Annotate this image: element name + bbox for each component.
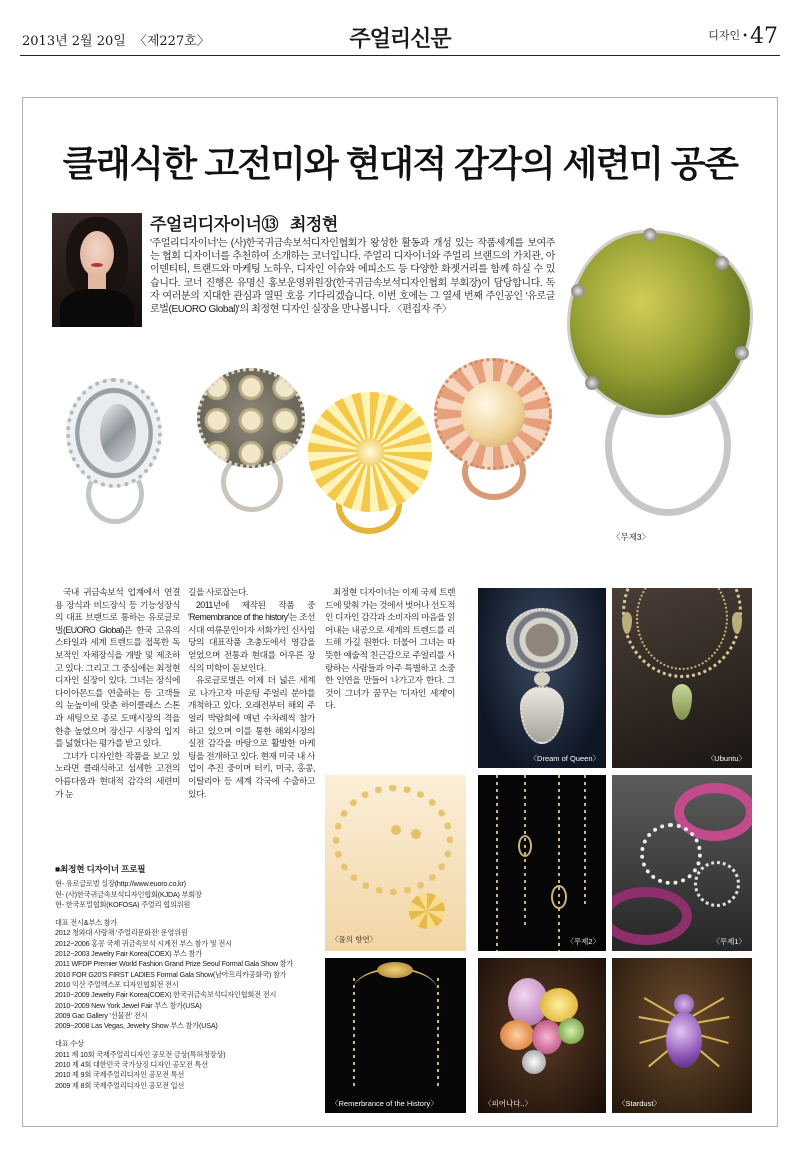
ubuntu-photo — [612, 588, 752, 768]
issue-date: 2013년 2월 20일 — [22, 34, 126, 49]
photo-caption: 〈Stardust〉 — [618, 1099, 661, 1108]
article-column-2 — [188, 586, 315, 848]
exhibition-item: 2009~2008 Las Vegas, Jewelry Show 부스 참가(USA) — [55, 1021, 218, 1031]
ring-halo — [66, 378, 162, 488]
ring-petal-head — [434, 358, 552, 470]
spider-head — [674, 994, 694, 1014]
exhibition-item: 2011 WFDP Premier World Fashion Grand Prize Seoul Formal Gala Show 참가 — [55, 959, 294, 969]
article-column-3 — [325, 586, 455, 770]
pink-bangle-photo — [612, 775, 752, 951]
portrait-clothing — [60, 289, 134, 327]
brooch-drop — [520, 686, 564, 744]
brooch-top — [506, 608, 578, 672]
exhibition-item: 2012~2003 Jewelry Fair Korea(COEX) 부스 참가 — [55, 949, 203, 959]
marquise-diamond-ring-image — [58, 378, 170, 528]
long-chain-necklace-photo — [478, 775, 606, 951]
exhibition-item: 2010~2009 New York Jewel Fair 부스 참가(USA) — [55, 1000, 202, 1010]
ring-starburst-head — [308, 392, 432, 512]
flower-ring — [409, 893, 445, 929]
header-rule — [20, 55, 780, 56]
newspaper-masthead: 주얼리신문 — [349, 26, 451, 52]
article-paragraph: 길을 사로잡는다. — [188, 587, 248, 597]
pearl-necklace-photo — [325, 775, 466, 951]
chain-strand — [584, 775, 586, 905]
profile-position: 현- (사)한국귀금속보석디자인협회(KJDA) 부회장 — [55, 889, 202, 899]
spider-body — [666, 1012, 702, 1068]
chain-ornament — [518, 835, 532, 857]
article-paragraph: 2011년에 제작된 작품 중 'Remembrance of the history'는 조선시대 여류문인이자 서화가인 신사임당의 대표작품 초충도에서 영감을 얻었으며 전통과 현대를 어우른 장식의 미학이 돋보인다. — [188, 599, 315, 673]
portrait-face — [80, 231, 114, 277]
chain-strand — [437, 978, 439, 1088]
ring-stone — [100, 404, 136, 462]
exhibition-item: 2010 익산 주얼엑스포 디자인협회전 전시 — [55, 979, 179, 989]
profile-position: 현- 유로글로벌 실장(http://www.euoro.co.kr) — [55, 879, 186, 889]
ring-accent-gem — [715, 256, 729, 270]
section-name: 디자인 — [708, 29, 741, 42]
ring-accent-gem — [735, 346, 749, 360]
exhibition-item: 2010 FOR G20'S FIRST LADIES Formal Gala Show(남아프리카공화국) 참가 — [55, 969, 287, 979]
headpiece-ornament — [377, 962, 413, 978]
cluster-ring-image — [195, 368, 310, 516]
page-number: 47 — [750, 24, 778, 49]
gem-green — [558, 1018, 584, 1044]
series-label: 주얼리디자이너⑬ — [150, 215, 278, 234]
designer-name: 최정현 — [289, 215, 338, 234]
article-paragraph: 유로글로벌은 이제 더 넓은 세계로 나가고자 마운팅 주얼리 분야를 개척하고 있다. 오래전부터 해외 주얼리 박람회에 매년 수차례씩 참가하고 있으며 이를 통한 해외시장의 실전 감각을 바탕으로 활발한 마케팅을 전개하고 있다. 현재 미국 내 사업이 추진 중이며 터키, 미국, 홍콩, 이탈리아 등 세계 각국에 수출하고 있다. — [188, 675, 315, 799]
portrait-lips — [91, 263, 103, 267]
photo-caption: 〈피어나다..〉 — [484, 1099, 533, 1108]
lace-ring — [640, 823, 702, 885]
award-item: 2009 제 8회 국제주얼리디자인 공모전 입선 — [55, 1080, 185, 1090]
article-paragraph: 최정현 디자이너는 이제 국제 트렌드에 맞춰 가는 것에서 벗어나 선도적인 디자인 감각과 소비자의 마음을 읽어내는 내공으로 세계의 트렌드를 리드해 가길 원한다. 더불어 그녀는 따뜻한 예술적 친근감으로 주얼리를 사랑하는 사람들과 아주 특별하고 소중한 인연을 만들어 나가고자 한다. 그것이 그녀가 꿈꾸는 '디자인 세계'이다. — [325, 587, 455, 711]
issue-dateline — [22, 30, 210, 49]
chain-strand — [496, 775, 498, 951]
photo-caption: 〈무제2〉 — [566, 937, 600, 946]
article-column-1 — [55, 586, 180, 848]
gem-cluster-brooch-photo — [478, 958, 606, 1113]
exhibition-item: 2010~2009 Jewelry Fair Korea(COEX) 한국귀금속보석디자인협회전 전시 — [55, 990, 277, 1000]
article-headline: 클래식한 고전미와 현대적 감각의 세련미 공존 — [62, 143, 738, 184]
award-item: 2011 제 10회 국제주얼리디자인 공모전 금상(특허청장상) — [55, 1049, 226, 1059]
profile-position: 현- 한국포멀협회(KOFOSA) 주얼리 협의위원 — [55, 899, 191, 909]
lace-ring — [694, 861, 740, 907]
gem-yellow — [540, 988, 578, 1022]
chain-ornament — [551, 885, 567, 909]
photo-caption: 〈Ubuntu〉 — [706, 754, 746, 763]
remembrance-headpiece-photo — [325, 958, 466, 1113]
exhibitions-heading: 대표 전시&부스 참가 — [55, 918, 118, 928]
photo-caption: 〈Dream of Queen〉 — [529, 754, 600, 763]
gold-starburst-ring-image — [300, 392, 440, 536]
award-item: 2010 제 4회 대한민국 국가상징 디자인 공모전 특선 — [55, 1060, 208, 1070]
ring-accent-gem — [571, 284, 585, 298]
section-page-label — [650, 24, 778, 49]
editor-intro: '주얼리디자이너'는 (사)한국귀금속보석디자인협회가 왕성한 활동과 개성 있는 작품세계를 보여주는 협회 디자이너를 추천하여 소개하는 코너입니다. 주얼리 디자이너와 주얼리 브랜드의 가치관, 아이덴티티, 트랜드와 마케팅 노하우, 디자인 이슈와 에피소드 등 다양한 화젯거리를 함께 하실 수 있습니다. 코너 진행은 유명신 홍보운영위원장(한국귀금속보석디자인협회 부회장)이 담당합니다. 독자 여러분의 지대한 관심과 열띤 호응 기다리겠습니다. 이번 호에는 그 열세 번째 주인공인 '유로글로벌(EUORO Global)'의 최정현 디자인 실장을 만나봅니다. 〈편집자 주〉 — [150, 238, 555, 316]
brooch-link — [534, 672, 550, 686]
gem-orange — [500, 1020, 534, 1050]
chain-strand — [353, 978, 355, 1088]
photo-caption: 〈무제1〉 — [712, 937, 746, 946]
photo-caption: 〈풀의 향연〉 — [331, 935, 378, 944]
pearl-necklace — [333, 785, 453, 895]
section-separator: • — [742, 31, 748, 42]
article-paragraph: 국내 귀금속보석 업계에서 연결용 장식과 비드장식 등 기능성장식의 대표 브랜드로 통하는 유로글로벌(EUORO Global)은 한국 고유의 스타일과 세계 트렌드를 접목한 독보적인 자체장식을 개발 및 제조하고 있다. 그리고 그 중심에는 최정현 디자인 실장이 있다. 그녀는 장식에 다이아몬드를 연출하는 등 고객들의 눈높이에 맞춘 하이클래스 스톤과 세팅으로 종로 도매시장의 격을 한층 높였으며 장신구 시장의 입지를 넓혔다는 평가를 받고 있다. — [55, 587, 180, 749]
ring-accent-gem — [585, 376, 599, 390]
green-amber-ring-image — [565, 226, 757, 526]
exhibition-item: 2012~2006 홍콩 국제 귀금속보석 시계전 부스 참가 및 전시 — [55, 938, 232, 948]
awards-heading: 대표 수상 — [55, 1039, 84, 1049]
necklace-pendant — [672, 684, 692, 720]
article-paragraph: 그녀가 디자인한 작품을 보고 있노라면 클래식하고 섬세한 고전의 아름다움과 현대적 감각의 세련미가 눈 — [55, 750, 180, 799]
photo-caption: 〈Remerbrance of the History〉 — [331, 1099, 438, 1108]
ring-center-stone — [356, 438, 384, 466]
profile-heading: ■최정현 디자이너 프로필 — [55, 864, 146, 874]
gem-diamond — [522, 1050, 546, 1074]
purple-bangle — [612, 887, 692, 945]
designer-profile — [55, 864, 323, 1114]
exhibition-item: 2009 Gac Gallery '선물전' 전시 — [55, 1010, 148, 1020]
chain-strand — [558, 775, 560, 951]
spider-brooch-photo — [612, 958, 752, 1113]
hero-photo-caption: 〈무제3〉 — [612, 532, 651, 542]
exhibition-item: 2012 청와대 사랑채 '주얼리문화전' 운영위원 — [55, 928, 188, 938]
issue-number: 〈제227호〉 — [133, 34, 210, 49]
dream-of-queen-photo — [478, 588, 606, 768]
designer-portrait-photo — [52, 213, 142, 327]
article-byline — [150, 210, 338, 235]
award-item: 2010 제 9회 국제주얼리디자인 공모전 특선 — [55, 1070, 185, 1080]
gem-pink — [532, 1020, 562, 1054]
earring-right — [732, 612, 742, 634]
earring-left — [391, 825, 401, 835]
ring-cluster-head — [197, 368, 305, 468]
pearl-flower-ring-image — [432, 358, 557, 502]
ring-accent-gem — [643, 228, 657, 242]
earring-right — [411, 829, 421, 839]
ring-pearl — [461, 381, 525, 447]
